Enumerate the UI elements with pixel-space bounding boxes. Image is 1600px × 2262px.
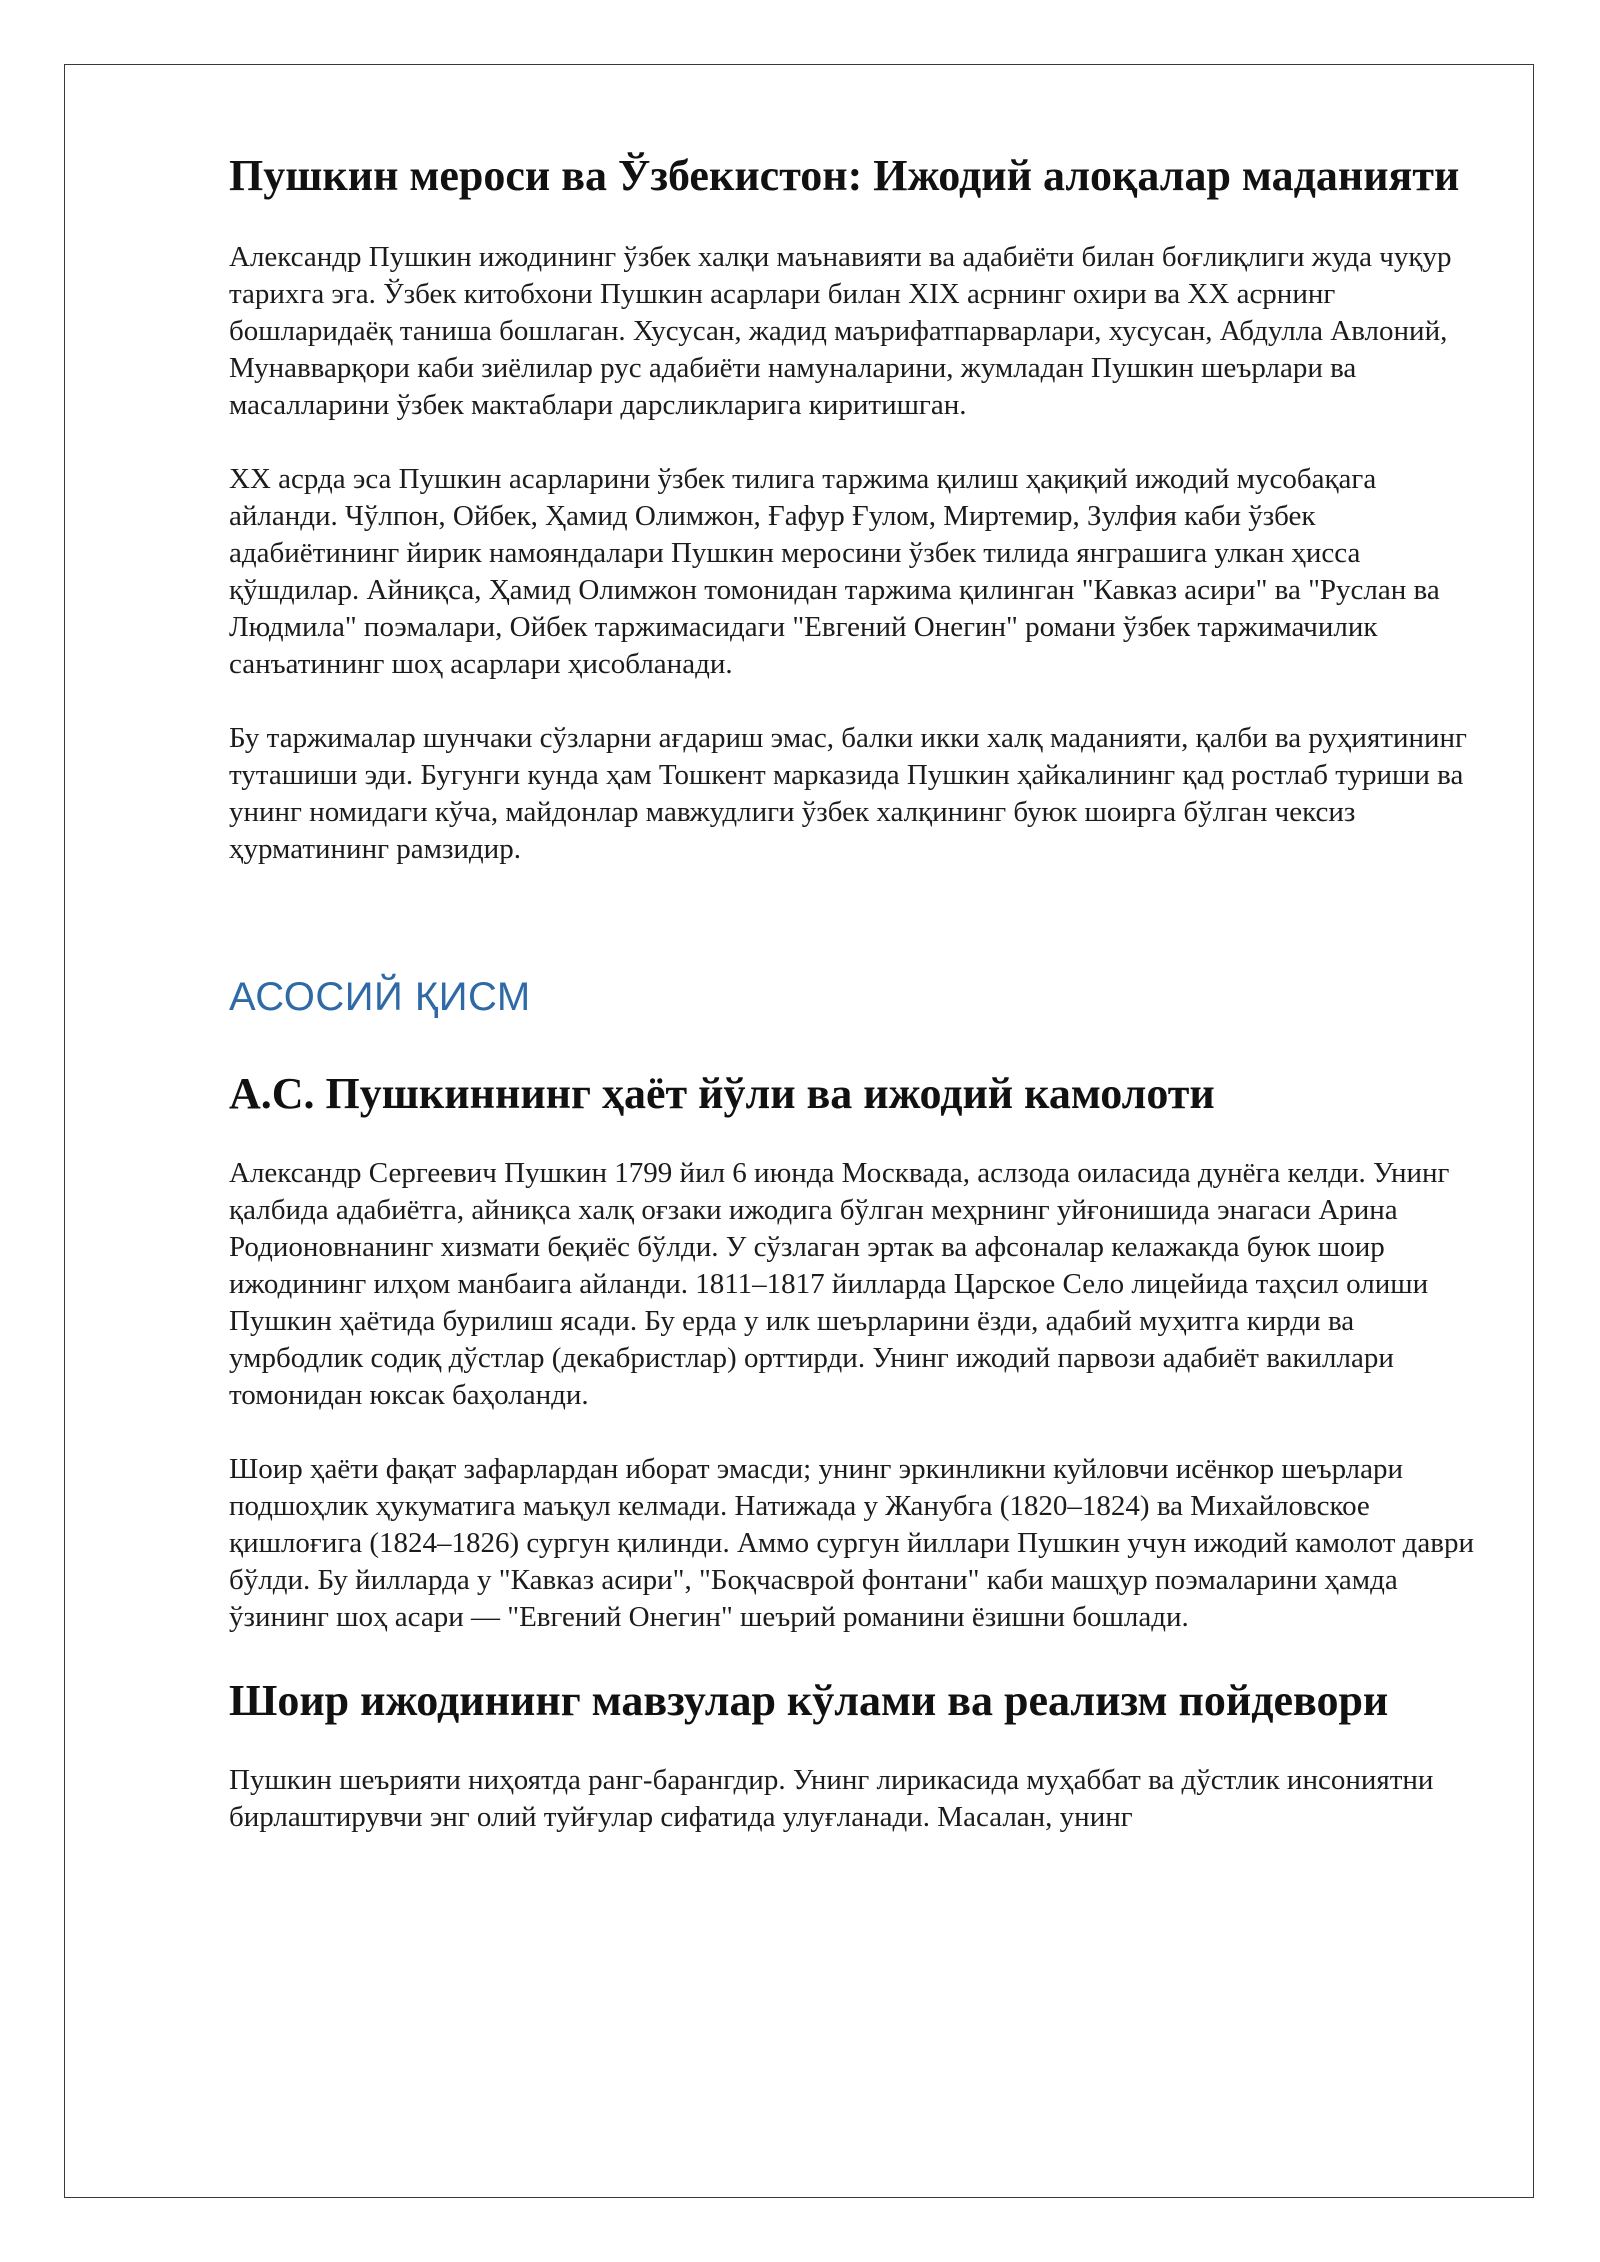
section-heading-main: АСОСИЙ ҚИСМ xyxy=(229,975,531,1019)
document-title: Пушкин мероси ва Ўзбекистон: Ижодий алоқалар маданияти xyxy=(229,151,1460,200)
intro-paragraph-1: Александр Пушкин ижодининг ўзбек халқи маънавияти ва адабиёти билан боғлиқлиги жуда чуқур тарихга эга. Ўзбек китобхони Пушкин асарлари билан XIX асрнинг охири ва XX асрнинг бошларидаёқ таниша бошлаган. Хусусан, жадид маърифатпарварлари, хусусан, Абдулла Авлоний, Мунавварқори каби зиёлилар рус адабиёти намуналарини, жумладан Пушкин шеърлари ва масалларини ўзбек мактаблари дарсликларига киритишган. xyxy=(229,241,1452,421)
subsection-2-paragraph-1: Пушкин шеърияти ниҳоятда ранг-барангдир. Унинг лирикасида муҳаббат ва дўстлик инсониятни бирлаштирувчи энг олий туйғулар сифатида улуғланади. Масалан, унинг xyxy=(229,1764,1434,1833)
subsection-1-title: А.С. Пушкиннинг ҳаёт йўли ва ижодий камолоти xyxy=(229,1069,1215,1118)
intro-paragraph-2: XX асрда эса Пушкин асарларини ўзбек тилига таржима қилиш ҳақиқий ижодий мусобақага айланди. Чўлпон, Ойбек, Ҳамид Олимжон, Ғафур Ғулом, Миртемир, Зулфия каби ўзбек адабиётининг йирик намояндалари Пушкин меросини ўзбек тилида янграшига улкан ҳисса қўшдилар. Айниқса, Ҳамид Олимжон томонидан таржима қилинган "Кавказ асири" ва "Руслан ва Людмила" поэмалари, Ойбек таржимасидаги "Евгений Онегин" романи ўзбек таржимачилик санъатининг шоҳ асарлари ҳисобланади. xyxy=(229,463,1440,680)
subsection-1-paragraph-2: Шоир ҳаёти фақат зафарлардан иборат эмасди; унинг эркинликни куйловчи исёнкор шеърлари подшоҳлик ҳукуматига маъқул келмади. Натижада у Жанубга (1820–1824) ва Михайловское қишлоғига (1824–1826) сургун қилинди. Аммо сургун йиллари Пушкин учун ижодий камолот даври бўлди. Бу йилларда у "Кавказ асири", "Боқчасврой фонтани" каби машҳур поэмаларини ҳамда ўзининг шоҳ асари — "Евгений Онегин" шеърий романини ёзишни бошлади. xyxy=(229,1453,1475,1633)
document-body xyxy=(229,148,1479,1873)
subsection-2-title: Шоир ижодининг мавзулар кўлами ва реализм пойдевори xyxy=(229,1676,1389,1725)
subsection-1-paragraph-1: Александр Сергеевич Пушкин 1799 йил 6 июнда Москвада, аслзода оиласида дунёга келди. Унинг қалбида адабиётга, айниқса халқ оғзаки ижодига бўлган меҳрнинг уйғонишида энагаси Арина Родионовнанинг хизмати беқиёс бўлди. У сўзлаган эртак ва афсоналар келажакда буюк шоир ижодининг илҳом манбаига айланди. 1811–1817 йилларда Царское Село лицейида таҳсил олиши Пушкин ҳаётида бурилиш ясади. Бу ерда у илк шеърларини ёзди, адабий муҳитга кирди ва умрбодлик содиқ дўстлар (декабристлар) орттирди. Унинг ижодий парвози адабиёт вакиллари томонидан юксак баҳоланди. xyxy=(229,1157,1450,1411)
intro-paragraph-3: Бу таржималар шунчаки сўзларни ағдариш эмас, балки икки халқ маданияти, қалби ва руҳиятининг туташиши эди. Бугунги кунда ҳам Тошкент марказида Пушкин ҳайкалининг қад ростлаб туриши ва унинг номидаги кўча, майдонлар мавжудлиги ўзбек халқининг буюк шоирга бўлган чексиз ҳурматининг рамзидир. xyxy=(229,722,1467,865)
